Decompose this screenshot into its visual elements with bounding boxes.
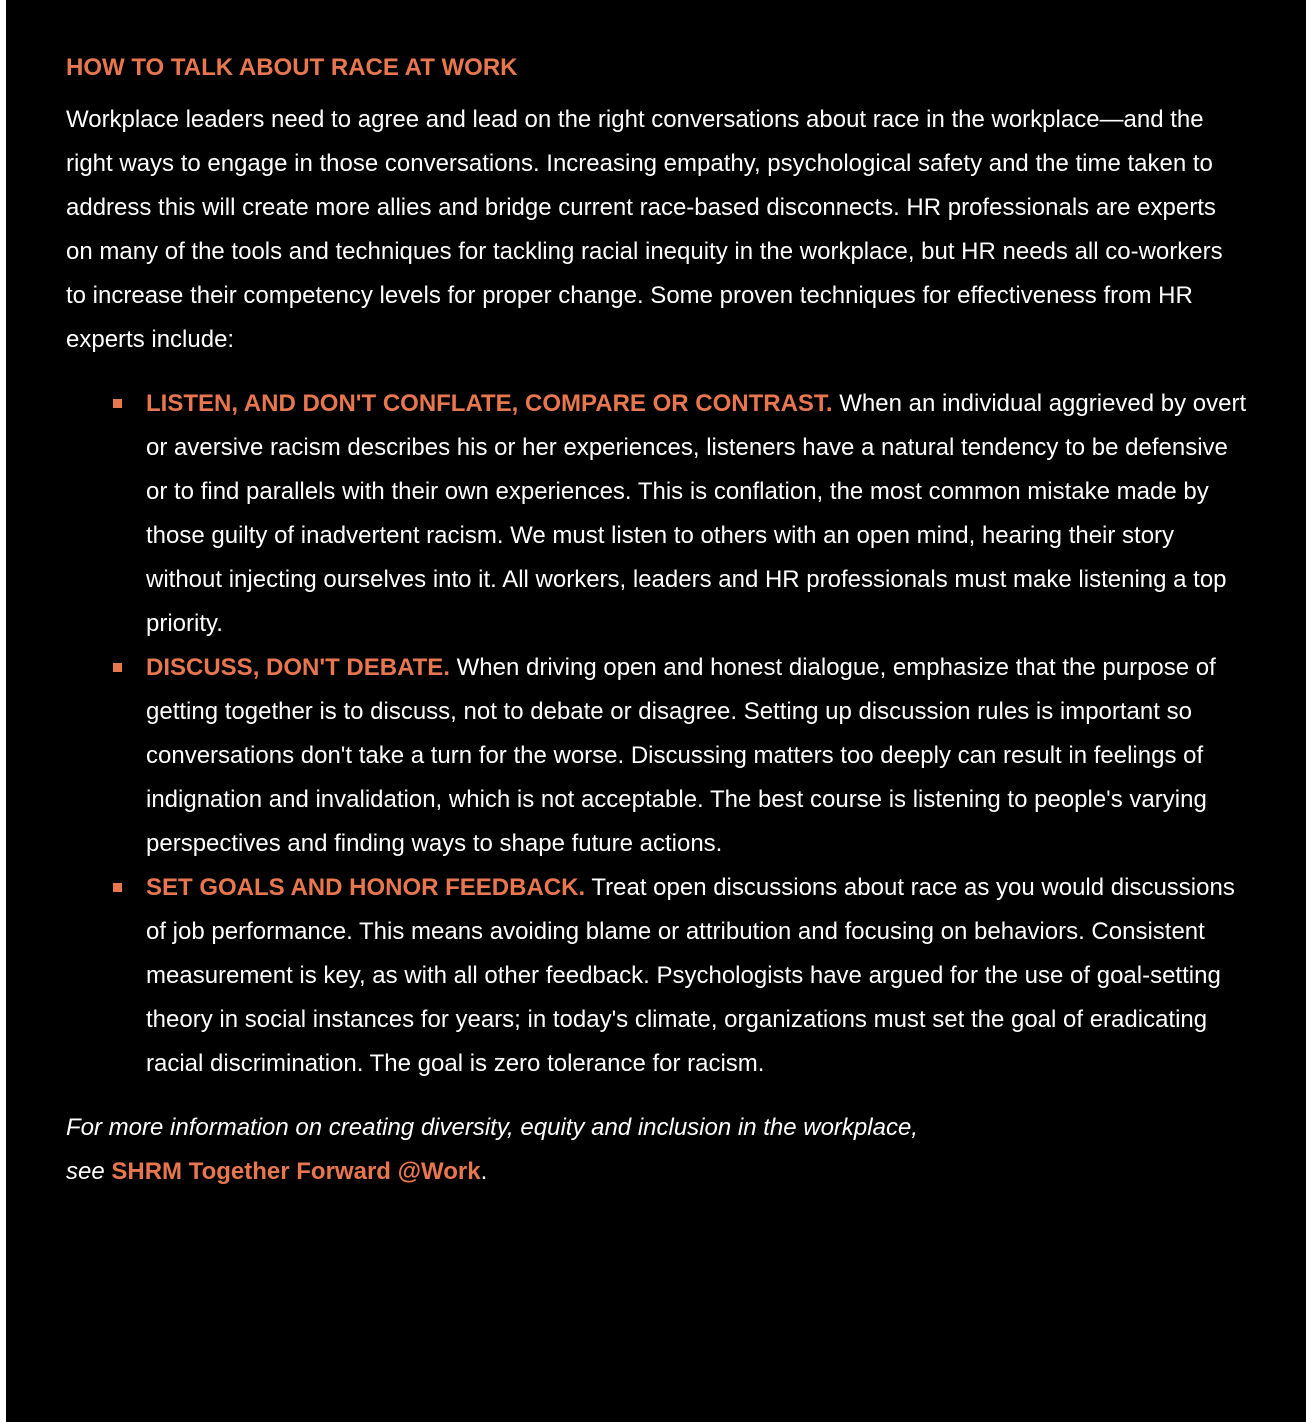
tips-list (66, 382, 1248, 1086)
footer-line-1: For more information on creating diversity, equity and inclusion in the workplace, (66, 1114, 918, 1141)
intro-paragraph: Workplace leaders need to agree and lead on the right conversations about race in the workplace—and the right ways to engage in those conversations. Increasing empathy, psychological safety and the time taken to address this will create more allies and bridge current race-based disconnects. HR professionals are experts on many of the tools and techniques for tackling racial inequity in the workplace, but HR needs all co-workers to increase their competency levels for proper change. Some proven techniques for effectiveness from HR experts include: (66, 106, 1223, 353)
square-bullet-icon (113, 663, 122, 672)
square-bullet-icon (113, 883, 122, 892)
footer-suffix: . (480, 1158, 488, 1185)
list-item (146, 646, 1248, 866)
tip-body: When driving open and honest dialogue, emphasize that the purpose of getting together is to discuss, not to debate or disagree. Setting up discussion rules is important so conversations don't take a turn for the worse. Discussing matters too deeply can result in feelings of indignation and invalidation, which is not acceptable. The best course is listening to people's varying perspectives and finding ways to shape future actions. (146, 654, 1216, 857)
section-heading: HOW TO TALK ABOUT RACE AT WORK (66, 54, 518, 81)
footer-note (66, 1106, 1248, 1194)
tip-body: When an individual aggrieved by overt or aversive racism describes his or her experiences, listeners have a natural tendency to be defensive or to find parallels with their own experiences. This is conflation, the most common mistake made by those guilty of inadvertent racism. We must listen to others with an open mind, hearing their story without injecting ourselves into it. All workers, leaders and HR professionals must make listening a top priority. (146, 390, 1247, 637)
tip-title: LISTEN, AND DON'T CONFLATE, COMPARE OR CONTRAST. (146, 390, 833, 417)
shrm-together-forward-link[interactable]: SHRM Together Forward @Work (111, 1158, 481, 1185)
tip-body: Treat open discussions about race as you would discussions of job performance. This means avoiding blame or attribution and focusing on behaviors. Consistent measurement is key, as with all other feedback. Psychologists have argued for the use of goal-setting theory in social instances for years; in today's climate, organizations must set the goal of eradicating racial discrimination. The goal is zero tolerance for racism. (146, 874, 1235, 1077)
tip-title: SET GOALS AND HONOR FEEDBACK. (146, 874, 586, 901)
tip-title: DISCUSS, DON'T DEBATE. (146, 654, 450, 681)
list-item (146, 382, 1248, 646)
footer-line-2-prefix: see (66, 1158, 112, 1185)
content-panel (6, 0, 1306, 1422)
list-item (146, 866, 1248, 1086)
square-bullet-icon (113, 399, 122, 408)
